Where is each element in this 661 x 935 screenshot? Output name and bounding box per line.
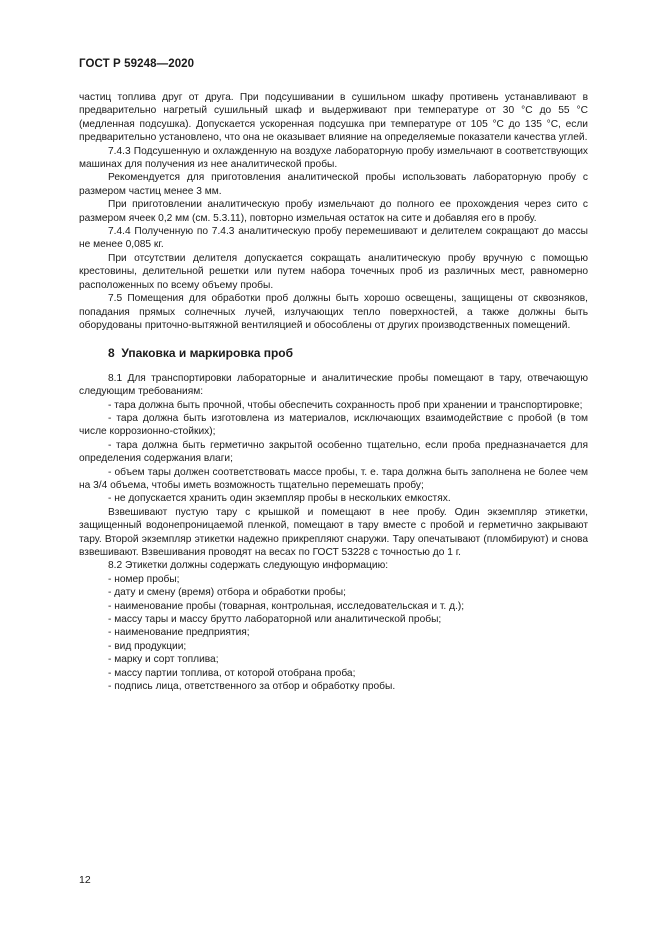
paragraph: 7.4.3 Подсушенную и охлажденную на воздухе лабораторную пробу измельчают в соответствующих машинах для получения из нее аналитической пробы. (79, 145, 588, 171)
paragraph: Рекомендуется для приготовления аналитической пробы использовать лабораторную пробу с размером частиц менее 3 мм. (79, 172, 588, 197)
list-item: - массу тары и массу брутто лабораторной или аналитической пробы; (108, 614, 442, 626)
section-heading (79, 347, 588, 360)
list-item: - массу партии топлива, от которой отобрана проба; (108, 667, 356, 679)
paragraph: 7.5 Помещения для обработки проб должны быть хорошо освещены, защищены от сквозняков, попадания прямых солнечных лучей, излучающих тепло поверхностей, а также должны быть оборудованы приточно-вытяжной вентиляцией и обособлены от других производственных помещений. (79, 293, 588, 331)
list-item: - дату и смену (время) отбора и обработки пробы; (108, 587, 346, 599)
list-item: - тара должна быть изготовлена из материалов, исключающих взаимодействие с пробой (в том числе коррозионно-стойких); (79, 412, 588, 438)
list-item: - тара должна быть герметично закрытой особенно тщательно, если проба предназначается для определения содержания влаги; (79, 439, 588, 465)
list-item: - наименование предприятия; (108, 627, 250, 639)
document-header: ГОСТ Р 59248—2020 (79, 58, 195, 70)
paragraph: 8.2 Этикетки должны содержать следующую информацию: (108, 560, 389, 572)
list-item: - не допускается хранить один экземпляр пробы в нескольких емкостях. (108, 493, 451, 505)
paragraph: 7.4.4 Полученную по 7.4.3 аналитическую пробу перемешивают и делителем сокращают до массы не менее 0,085 кг. (79, 226, 588, 251)
paragraph: При приготовлении аналитическую пробу измельчают до полного ее прохождения через сито с размером ячеек 0,2 мм (см. 5.3.11), повторно измельчая остаток на сите и добавляя его в пробу. (79, 199, 588, 224)
paragraph: 8.1 Для транспортировки лабораторные и аналитические пробы помещают в тару, отвечающую следующим требованиям: (79, 372, 588, 398)
list-item: - тара должна быть прочной, чтобы обеспечить сохранность проб при хранении и транспортировке; (108, 399, 583, 411)
list-item: - подпись лица, ответственного за отбор и обработку пробы. (108, 681, 396, 693)
section-title: Упаковка и маркировка проб (121, 346, 294, 361)
paragraph: частиц топлива друг от друга. При подсушивании в сушильном шкафу противень устанавливают в предварительно нагретый сушильный шкаф и выдерживают при температуре от 30 °С до 55 °С (медленная подсушка). Допускается ускоренная подсушка при температуре от 105 °С до 135 °С, если предварительно установлено, что она не оказывает влияние на определяемые показатели качества углей. (79, 92, 588, 144)
list-item: - номер пробы; (108, 573, 180, 585)
list-item: - объем тары должен соответствовать массе пробы, т. е. тара должна быть заполнена не более чем на 3/4 объема, чтобы иметь возможность тщательно перемешать пробу; (79, 466, 588, 491)
paragraph: Взвешивают пустую тару с крышкой и помещают в нее пробу. Один экземпляр этикетки, защищенный водонепроницаемой пленкой, помещают в тару вместе с пробой и герметично закрывают тару. Второй экземпляр этикетки надежно прикрепляют снаружи. Тару опечатывают (пломбируют) и снова взвешивают. Взвешивания проводят на весах по ГОСТ 53228 с точностью до 1 г. (79, 506, 588, 558)
page-number: 12 (79, 874, 91, 886)
paragraph: При отсутствии делителя допускается сокращать аналитическую пробу вручную с помощью крестовины, делительной решетки или путем набора точечных проб из различных мест, равномерно расположенных по всему объему пробы. (79, 252, 588, 291)
list-item: - вид продукции; (108, 640, 187, 652)
section-number: 8 (108, 346, 115, 361)
list-item: - марку и сорт топлива; (108, 654, 219, 666)
list-item: - наименование пробы (товарная, контрольная, исследовательская и т. д.); (108, 600, 465, 612)
page-body (79, 91, 588, 693)
